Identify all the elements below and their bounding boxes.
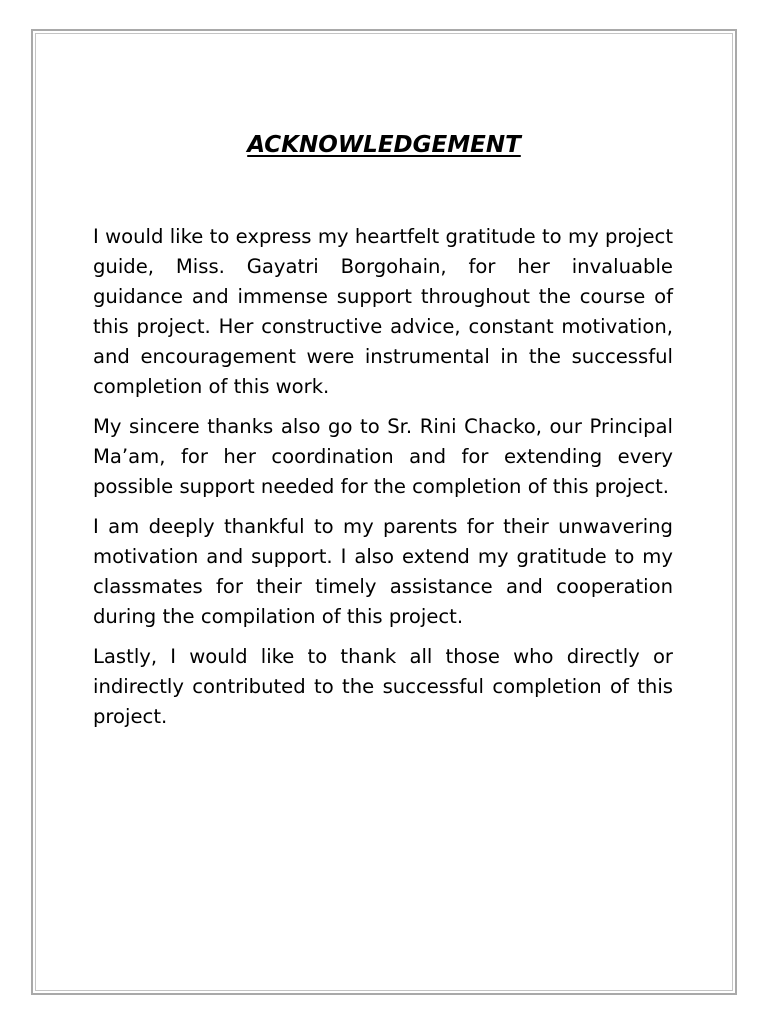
- paragraph-closing-thanks: Lastly, I would like to thank all those who directly or indirectly contributed to the successful completion of this project.: [93, 645, 673, 728]
- paragraph-parents-classmates-thanks: I am deeply thankful to my parents for their unwavering motivation and support. I also extend my gratitude to my classmates for their timely assistance and cooperation during the compilation of this project.: [93, 515, 673, 628]
- paragraph-principal-thanks: My sincere thanks also go to Sr. Rini Chacko, our Principal Ma’am, for her coordination and for extending every possible support needed for the completion of this project.: [93, 415, 673, 498]
- paragraph-guide-thanks: I would like to express my heartfelt gratitude to my project guide, Miss. Gayatri Borgohain, for her invaluable guidance and immense support throughout the course of this project. Her constructive advice, constant motivation, and encouragement were instrumental in the successful completion of this work.: [93, 225, 673, 398]
- document-body: [93, 222, 673, 742]
- page-title: ACKNOWLEDGEMENT: [247, 132, 521, 158]
